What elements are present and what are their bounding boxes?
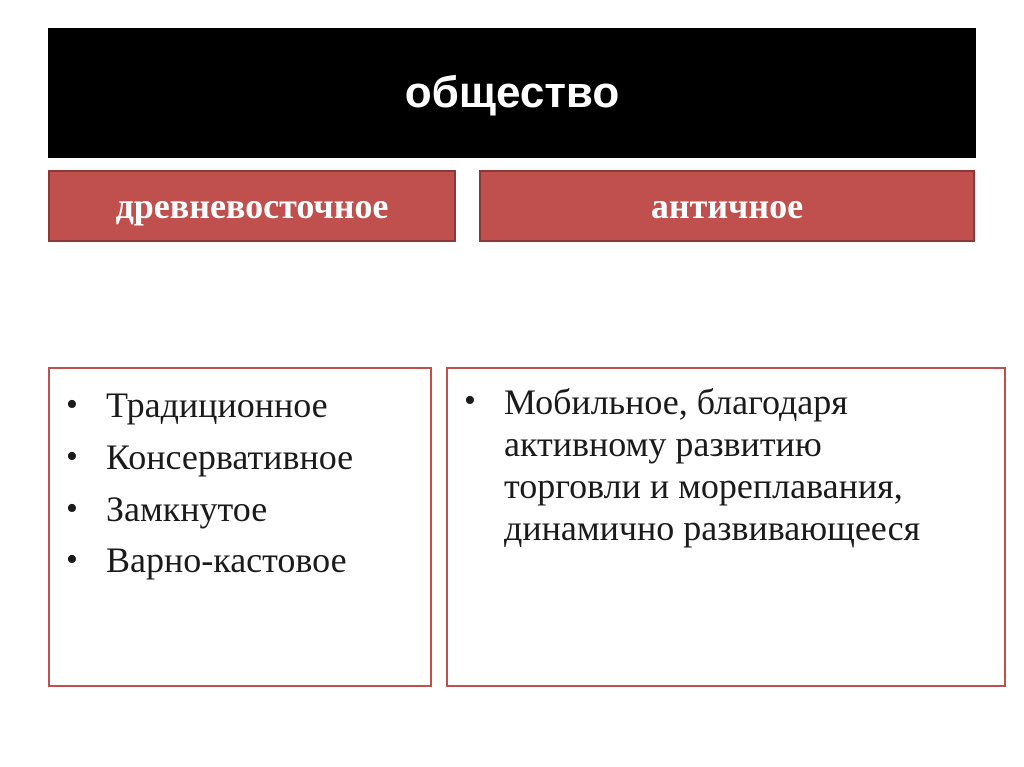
ancient-east-traits-panel xyxy=(48,367,432,687)
list-item xyxy=(62,387,420,425)
diagram-title: общество xyxy=(404,68,620,117)
trait-text: Мобильное, благодаря активному развитию торговли и мореплавания, динамично развивающееся xyxy=(504,382,921,549)
trait-text: Замкнутое xyxy=(106,488,268,529)
antique-traits-list xyxy=(460,381,994,549)
category-ancient-east xyxy=(48,170,456,242)
bullet-icon: • xyxy=(66,541,78,579)
antique-traits-panel xyxy=(446,367,1006,687)
trait-text: Варно-кастовое xyxy=(106,540,347,581)
title-bar xyxy=(48,28,976,158)
category-antique xyxy=(479,170,975,242)
bullet-icon: • xyxy=(464,382,476,419)
list-item xyxy=(62,542,420,580)
category-ancient-east-label: древневосточное xyxy=(115,186,389,226)
category-antique-label: античное xyxy=(650,186,804,226)
list-item xyxy=(62,436,420,477)
bullet-icon: • xyxy=(66,437,78,475)
list-item xyxy=(62,488,420,529)
trait-text: Традиционное xyxy=(106,385,328,425)
trait-text: Консервативное xyxy=(106,436,354,477)
ancient-east-traits-list xyxy=(62,387,420,580)
list-item xyxy=(460,381,994,549)
bullet-icon: • xyxy=(66,489,78,527)
bullet-icon: • xyxy=(66,386,78,423)
